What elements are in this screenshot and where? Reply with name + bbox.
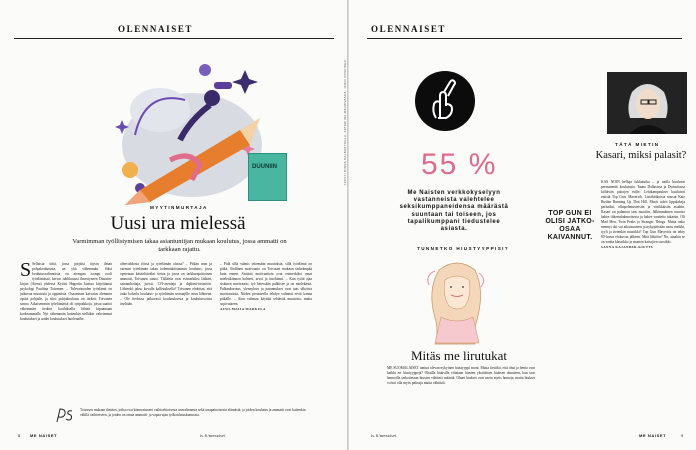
- statistic-text: Me Naisten verkkokyselyyn vastanneista valehtelee seksikumppaneidensa määrästä suuntaan tai toiseen, jos tapalikumppani tiedustelee asiasta.: [399, 190, 509, 233]
- bottom-caption: Toivasen mukaan ihmiset, jotka ovat kiinnostuneet vaihtoehtoisesta uravalinnasta sekä tasapainoisesta elämästä, ja joiden koulutus ja ammatti ovat kuitenkin välillä vaihteeseen, ja joiden on omaa ammatti- ja vapaa-ajan työkoulutuskunnosta.: [80, 408, 306, 417]
- drop-cap: S: [20, 262, 32, 281]
- body-column-3: [220, 262, 312, 402]
- page-number-right: 9: [681, 433, 684, 438]
- photo-credit-left: TEKSTI MINNA NALBANTOGLU, KATARIINA MALMIVAARA, JENNI KOSKINEN: [343, 60, 347, 186]
- footer-url-right: is.fi/menaiset: [371, 433, 397, 438]
- footer-brand-right: ME NAISET: [639, 433, 667, 438]
- section-header: OLENNAISET: [118, 24, 194, 34]
- article-kicker: MYYTINMURTAJA: [150, 205, 208, 210]
- footer-brand-left: ME NAISET: [30, 433, 58, 438]
- hair-body: ME SUOMALAISET tuntuu olevan nykyinen hiustyyppi moni. Mutta tiesitkö, että ohut ja hento ovat kaikki eri hiustyyppejä? Ohuilla hiuksilla viitataan hiusten yksittäisen hiuksen ohuuteen, kun taas hennoilla tarkoitetaan hiusten vähäistä määrää. Ohuet hiukset ovat usein myös hentoja, mutta hiukset voivat olla myös paksuja mutta vähäisiä.: [387, 366, 535, 385]
- hair-kicker: TUNNETKO HIUSTYYPPISI?: [417, 246, 510, 251]
- illustration-woman-hair: [419, 255, 494, 345]
- body-text-2: olenvahdosta töissä ja työelämän alussa? – Pitkän uran ja varman työelämän takaa todennäköisimmin koulutus, jossa opetetaan käsiteltäväksi tietoa ja jossa on tarkkarajoitteinen ammatti, Toivanen sanoo. Tällaisia ovat esimerkiksi lääkäri, sairaanhoitaja, juristi, LVI-asentaja ja diplomi-insinööri. Lähteekö jakso kovalla kallistuksella? Toivanen ehdottaa, että onko kokeilu koulutus- ja työelämän seuraajille avun lähteenä. – Ole tiedossa jatkuvasti koulutuksesta ja koulutusvoista itseltään.: [120, 262, 212, 306]
- article-headline: Uusi ura mielessä: [110, 213, 246, 234]
- section-rule: [367, 38, 682, 39]
- portrait-body: KAS NOIN helluja tukkatuika – ja tuolla kuuluvat permanentit koulutusta. Tauno Dallasissa ja Dynastiassa kiiltävän paitojen esille. Lettikampaukset kuuluivat entistä Top Gun: Maverick. Listahitikoista nousut Kate Bushin Running Up That Hill. Muoti tulvii lippalakeja parhaiksi, olkapehmusteisiin ja värikkäisiin asuihin. Kasari on palannut taas muotiin. Jälkimmäinen nuoriso hakee tiikerinhahmoisesta ja hakee vaatteita takaisin. Oli Mad Men, Twin Peaks ja Stranger Things. Mutta onko mennyt ohi vai aikuisuuteen ja nykypäivään tuotu meikki, tyyli ja tietenkin musiikki? Top Gun Maverick on tehty 80-luvun elokuvan jälkeen. Mitä lähtöön? No, ainakin se on vanha klassikko ja monien katsojien suosikki.: [601, 180, 685, 244]
- body-column-1: [20, 262, 112, 422]
- portrait-kicker: TÄTÄ MIETIN: [615, 142, 660, 147]
- portrait-byline: SANNA KAJANDER-KIUTTU: [601, 245, 654, 249]
- portrait-column: [601, 180, 685, 416]
- portrait-headline: Kasari, miksi palasit?: [595, 150, 687, 161]
- crossed-fingers-icon: [414, 70, 476, 132]
- ps-icon: [54, 406, 76, 424]
- left-page: [0, 0, 347, 450]
- body-text-1: Sellaisia töitä, jossa pärjäisi täysin ilman pohjakoulutusta, on yhä vähemmän. Siksi koulutusvalinnoista on aiempaa isompi rooli työelämässä, kertoo tuhlikuuusi ilmestyneen Duuniin-kirjan (Atena) yhdessä Kyösti Hagertin kanssa kirjoittanut psykologi Pauliina Toivanen. – Tulevaisuuden työelämä on jatkuvaa muutosta ja oppimista. Osaamisen kasvatus alemmin optiot pohjalle, ja siksi pohjakoulutus on tärkeä, Toivanen sanoo. Aikaisemmin työelämässä oli työpaikkoja, joista saattoi vähemmän tiedoin kouluksella lähteä kipuamaan korkeammalle. Nyt vähemmän kuitenkin sielläkin vahvimmat koulutukset ja uudet koulutukset huolenaihe.: [20, 262, 112, 321]
- book-cover: [248, 153, 287, 201]
- pull-quote: TOP GUN EI OLISI JATKO-OSAA KAIVANNUT.: [545, 210, 595, 241]
- hair-headline: Mitäs me lirutukat: [410, 348, 508, 363]
- book-title: DUUNIIN: [252, 164, 277, 170]
- statistic-value: 55 %: [421, 148, 498, 181]
- body-column-2: [120, 262, 212, 402]
- article-byline: AINO-MAIJA MARKULA: [220, 307, 266, 311]
- section-rule: [14, 38, 334, 39]
- article-lead: Varmimman työllistymisen takaa asiantuntijan mukaan koulutus, jossa ammatti on tarkkaan rajattu.: [72, 238, 287, 253]
- page-number-left: 8: [18, 433, 21, 438]
- footer-url-left: is.fi/menaiset: [200, 433, 226, 438]
- right-page: [349, 0, 696, 450]
- body-text-3: – Pidä silla valmis tekemään muutoksia, sillä työelämä on pitkä. Siidlinen motivaatio on Toivasen mukaan tärkeämpää kuin ennen. Sisäistä motivaatiota ovat esimerkiksi omat mielenkiinnon kohteet, arvot ja intohimot. – Kun työtä ajaa sisäinen motivaatio, työ hetessään palkitsee ja on mielekästä. Palkankorotus, ylennykset ja parannukset ovat taas ulkoista motivaatiota. Niiden perusteella tehdyn valinnat eivät kanna pitkälle. – Aion valintaa käyttää tehtävää muutosta, mutta sopivuuteen.: [220, 262, 312, 306]
- section-header: OLENNAISET: [371, 24, 447, 34]
- portrait-photo: [607, 72, 687, 134]
